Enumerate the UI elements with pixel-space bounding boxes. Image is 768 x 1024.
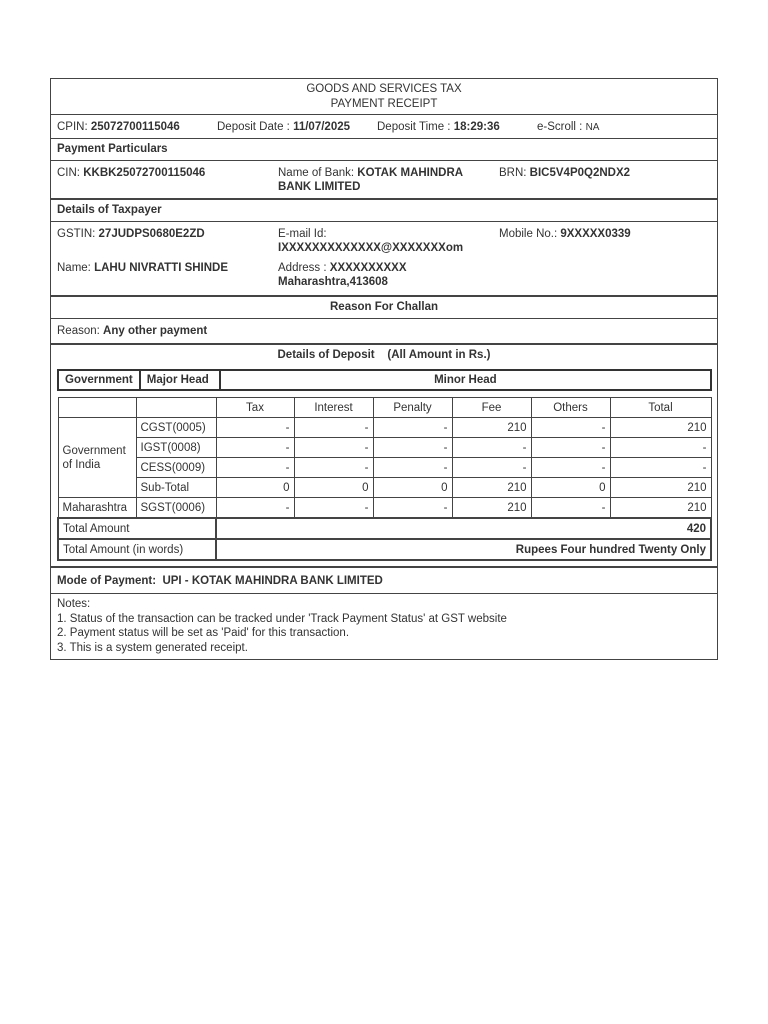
taxpayer-title: Details of Taxpayer	[51, 200, 717, 222]
column-header: Interest	[294, 398, 373, 418]
government-header: Government	[58, 370, 140, 390]
sgst-row: Maharashtra SGST(0006) - - - 210 - 210	[58, 498, 711, 519]
minor-head-header: Minor Head	[220, 370, 711, 390]
escroll-field: e-Scroll : NA	[537, 121, 600, 133]
deposit-details	[51, 345, 717, 567]
receipt-header	[51, 79, 717, 115]
major-head-header: Major Head	[140, 370, 220, 390]
notes-title: Notes:	[57, 598, 91, 610]
deposit-head-table	[57, 369, 712, 391]
gstin-field: GSTIN: 27JUDPS0680E2ZD	[57, 228, 205, 240]
total-amount-label: Total Amount	[58, 518, 216, 539]
header-title: GOODS AND SERVICES TAX	[306, 83, 462, 95]
table-row: Government of India CGST(0005) - - - 210 - 210	[58, 418, 711, 438]
payment-particulars-title: Payment Particulars	[51, 139, 717, 161]
note-item: 3. This is a system generated receipt.	[57, 641, 248, 654]
cin-field: CIN: KKBK25072700115046	[57, 167, 206, 179]
column-header: Others	[531, 398, 610, 418]
header-subtitle: PAYMENT RECEIPT	[330, 98, 438, 110]
brn-field: BRN: BIC5V4P0Q2NDX2	[499, 167, 631, 179]
total-words-value: Rupees Four hundred Twenty Only	[216, 539, 711, 560]
notes	[51, 594, 717, 659]
head-label: SGST(0006)	[136, 498, 216, 519]
note-item: 2. Payment status will be set as 'Paid' for this transaction.	[57, 627, 350, 639]
head-label: IGST(0008)	[136, 438, 216, 458]
total-amount-row	[58, 518, 711, 539]
total-amount-value: 420	[216, 518, 711, 539]
total-words-row	[58, 539, 711, 560]
deposit-title: Details of Deposit (All Amount in Rs.)	[277, 349, 491, 361]
total-words-label: Total Amount (in words)	[58, 539, 216, 560]
address-field: Address : XXXXXXXXXX Maharashtra,413608	[278, 262, 407, 288]
taxpayer-details	[51, 222, 717, 297]
taxpayer-name-field: Name: LAHU NIVRATTI SHINDE	[57, 262, 229, 274]
column-header: Penalty	[373, 398, 452, 418]
cpin-row	[51, 115, 717, 139]
payment-particulars	[51, 161, 717, 200]
cpin-field: CPIN: 25072700115046	[57, 121, 180, 133]
column-header: Total	[610, 398, 711, 418]
head-label: CGST(0005)	[136, 418, 216, 438]
mode-of-payment: Mode of Payment: UPI - KOTAK MAHINDRA BANK LIMITED	[51, 567, 717, 594]
subtotal-row: Sub-Total 0 0 0 210 0 210	[58, 478, 711, 498]
government-of-india-label: Government of India	[58, 418, 136, 498]
bank-name-field: Name of Bank: KOTAK MAHINDRA BANK LIMITED	[278, 167, 464, 193]
deposit-columns-row	[58, 398, 711, 418]
head-label: CESS(0009)	[136, 458, 216, 478]
deposit-date-field: Deposit Date : 11/07/2025	[217, 121, 350, 133]
deposit-table	[57, 397, 712, 561]
note-item: 1. Status of the transaction can be tracked under 'Track Payment Status' at GST website	[57, 612, 507, 625]
email-field: E-mail Id: IXXXXXXXXXXXXX@XXXXXXXom	[278, 228, 464, 254]
payment-receipt	[50, 78, 718, 660]
reason-field: Reason: Any other payment	[51, 319, 717, 345]
table-row: CESS(0009) - - - - - -	[58, 458, 711, 478]
head-label: Sub-Total	[136, 478, 216, 498]
maharashtra-label: Maharashtra	[58, 498, 136, 519]
mobile-field: Mobile No.: 9XXXXX0339	[499, 228, 631, 240]
table-row: IGST(0008) - - - - - -	[58, 438, 711, 458]
column-header: Tax	[216, 398, 294, 418]
challan-title: Reason For Challan	[51, 297, 717, 319]
column-header: Fee	[452, 398, 531, 418]
deposit-time-field: Deposit Time : 18:29:36	[377, 121, 500, 133]
